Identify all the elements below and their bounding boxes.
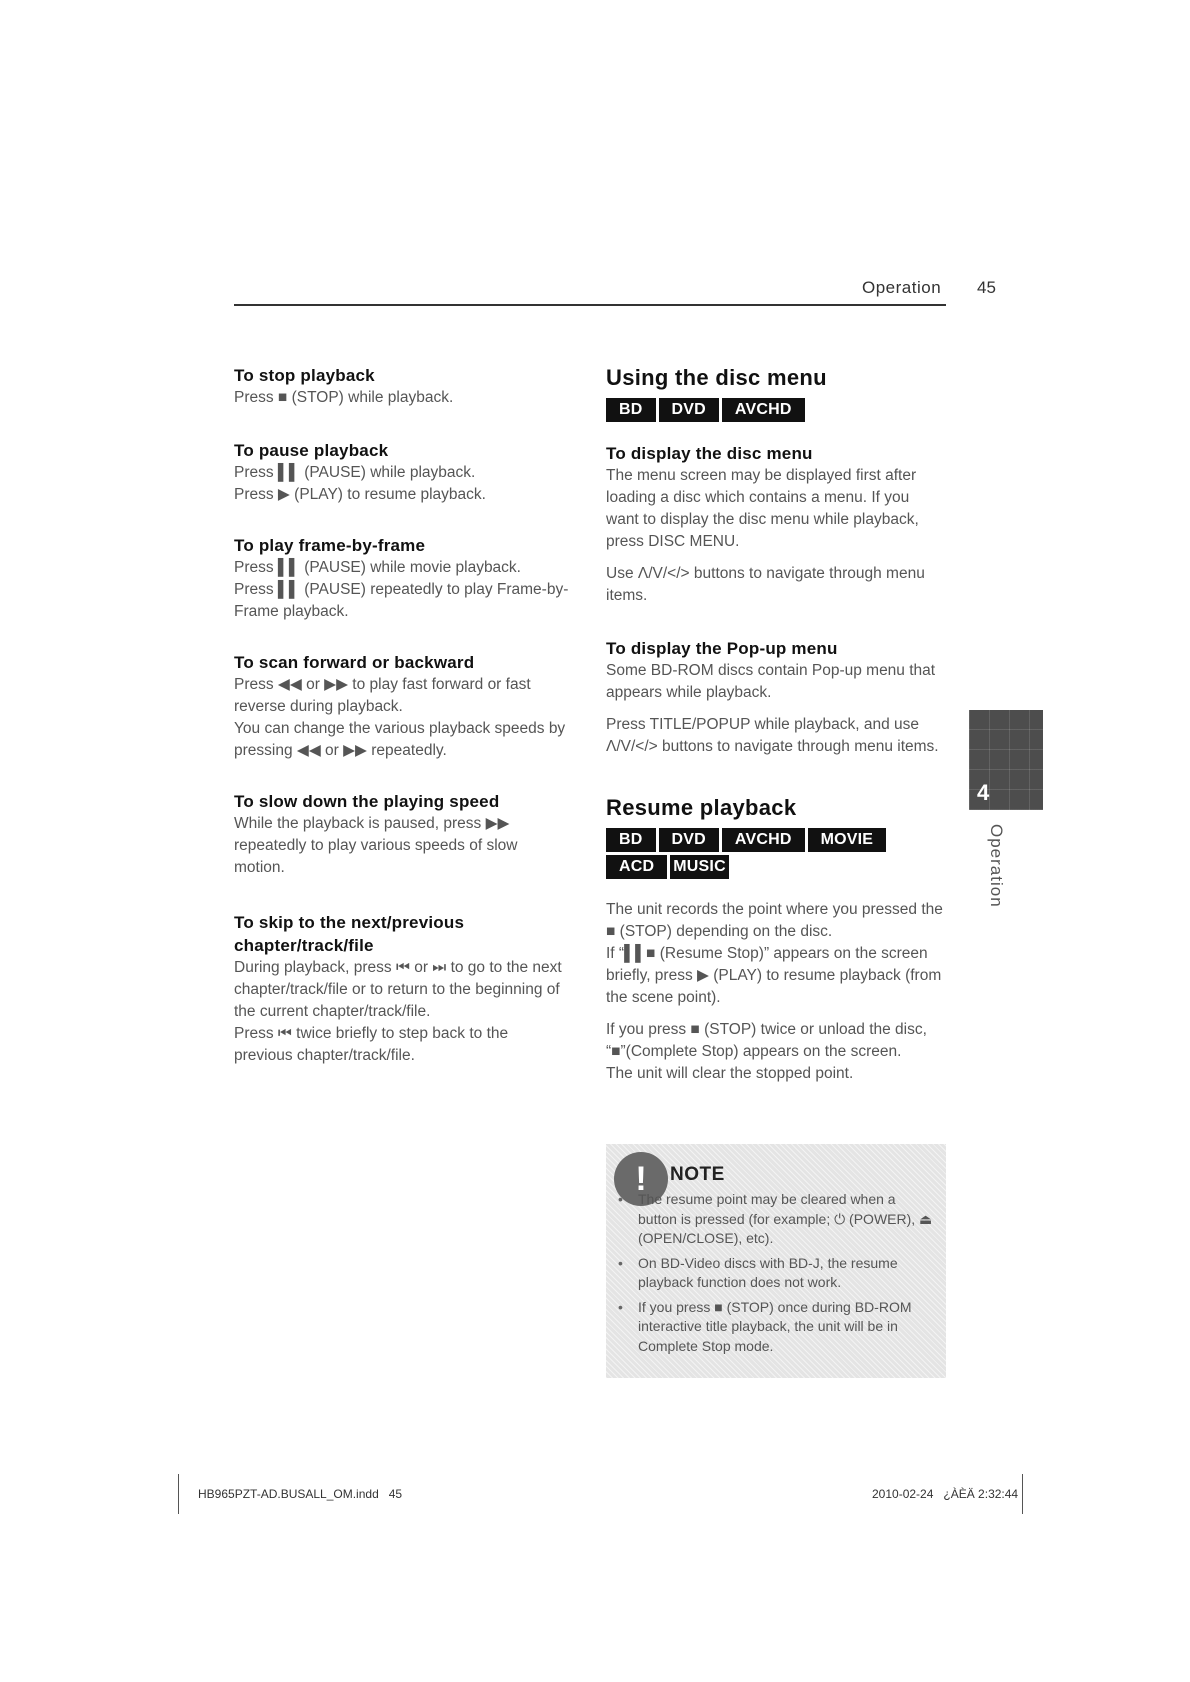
resume-heading: Resume playback [606,795,797,820]
note-item: • On BD-Video discs with BD-J, the resume playback function does not work. [628,1254,934,1293]
section-text: Press ◀◀ or ▶▶ to play fast forward or fast reverse during playback. You can change the various playback speeds by pressing ◀◀ or ▶▶ repeatedly. [234,676,566,759]
resume-text: If you press ■ (STOP) twice or unload the disc, “■”(Complete Stop) appears on the screen. The unit will clear the stopped point. [606,1021,927,1082]
badge-avchd: AVCHD [722,398,805,422]
disc-menu-badges [606,398,946,422]
resume-text: The unit records the point where you pressed the ■ (STOP) depending on the disc. If “▌▌■ (Resume Stop)” appears on the screen briefly, press ▶ (PLAY) to resume playback (from the scene point). [606,901,943,1006]
section-text: Press ▌▌ (PAUSE) while playback. Press ▶ (PLAY) to resume playback. [234,464,486,503]
section-frame [234,534,569,623]
warning-icon: ! [614,1152,668,1206]
section-text: Press ▌▌ (PAUSE) while movie playback. Press ▌▌ (PAUSE) repeatedly to play Frame-by-Frame playback. [234,559,569,620]
chapter-tab [969,710,1043,810]
section-title: To stop playback [234,366,375,385]
badge-music: MUSIC [670,855,729,879]
header-section-title: Operation [862,278,942,297]
section-text: Press ■ (STOP) while playback. [234,389,454,406]
section-text: During playback, press ⏮ or ⏭ to go to the next chapter/track/file or to return to the beginning of the current chapter/track/file. Press ⏮ twice briefly to step back to the previous chapter/track/file. [234,959,562,1064]
note-item: • The resume point may be cleared when a button is pressed (for example; ⏻ (POWER), ⏏ (OPEN/CLOSE), etc). [628,1190,934,1249]
section-skip [234,911,569,1067]
left-column [234,364,569,1089]
footer-file-name: HB965PZT-AD.BUSALL_OM.indd 45 [198,1487,403,1501]
section-stop [234,364,569,409]
note-list [606,1190,946,1361]
badge-dvd: DVD [659,828,719,852]
section-title: To slow down the playing speed [234,792,500,811]
section-title: To scan forward or backward [234,653,475,672]
subsection-popup-menu [606,637,946,758]
header-rule [234,304,946,306]
footer-left-bar [178,1474,179,1514]
section-text: Press TITLE/POPUP while playback, and use Λ/V/</> buttons to navigate through menu items. [606,716,939,755]
section-text: While the playback is paused, press ▶▶ repeatedly to play various speeds of slow motion. [234,815,518,876]
section-text: The menu screen may be displayed first after loading a disc which contains a menu. If you want to display the disc menu while playback, press DISC MENU. [606,467,919,550]
note-title: NOTE [670,1164,725,1185]
section-title: To display the disc menu [606,444,813,463]
note-item: • If you press ■ (STOP) once during BD-ROM interactive title playback, the unit will be in Complete Stop mode. [628,1298,934,1357]
badge-acd: ACD [606,855,667,879]
page-number: 45 [977,278,996,297]
disc-menu-heading: Using the disc menu [606,365,827,390]
note-box [606,1144,946,1378]
footer-timestamp: 2010-02-24 ¿ÀÈÄ 2:32:44 [872,1487,1019,1501]
section-title: To play frame-by-frame [234,536,426,555]
section-scan [234,651,569,762]
badge-movie: MOVIE [808,828,887,852]
section-title: To pause playback [234,441,389,460]
footer-right-bar [1022,1474,1023,1514]
resume-badges [606,828,906,879]
section-title: To display the Pop-up menu [606,639,838,658]
section-text: Use Λ/V/</> buttons to navigate through menu items. [606,565,925,604]
section-pause [234,439,569,506]
section-title: To skip to the next/previous chapter/track/file [234,913,465,955]
badge-avchd: AVCHD [722,828,805,852]
subsection-disc-menu [606,442,946,607]
badge-dvd: DVD [659,398,719,422]
badge-bd: BD [606,398,656,422]
chapter-tab-label: Operation [987,824,1006,908]
right-column [606,364,946,1085]
section-slow [234,790,569,879]
badge-bd: BD [606,828,656,852]
section-text: Some BD-ROM discs contain Pop-up menu that appears while playback. [606,662,936,701]
chapter-number: 4 [977,780,990,805]
